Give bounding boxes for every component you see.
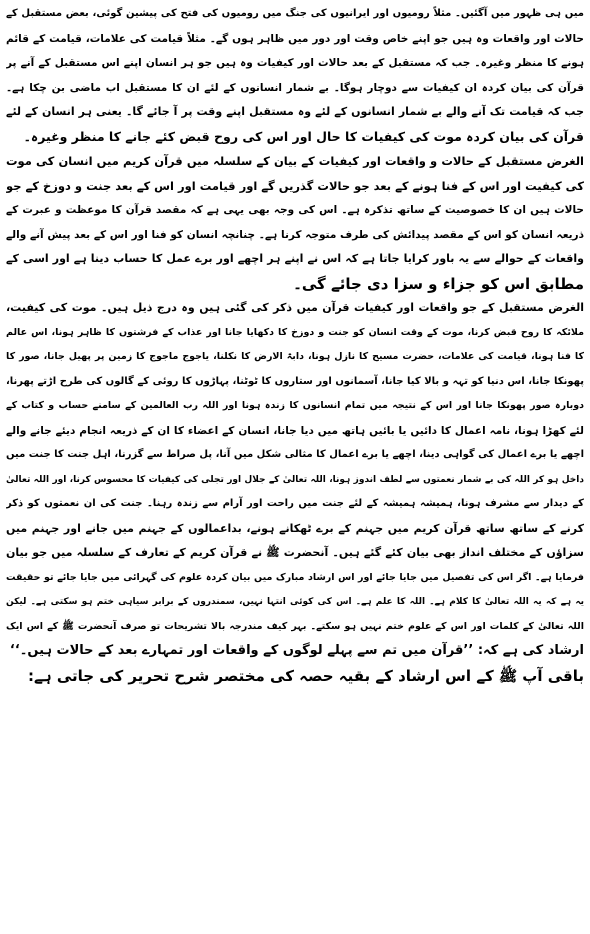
text-line: کا فنا ہونا، قیامت کی علامات، حضرت مسیح کا نازل ہونا، دابۃ الارض کا نکلنا، یاجوج ماجوج کا زمین پر پھیل جانا، صور کا: [6, 351, 584, 362]
text-line: جب کہ قیامت تک آنے والے بے شمار انسانوں کے لئے وہ مستقبل اپنے وقت پر آ جائے گا۔ یعنی ہر انسان کے لئے: [6, 105, 584, 118]
text-line: قرآن کی بیان کردہ ان کیفیات سے دوچار ہوگا۔ بے شمار انسانوں کے لئے ان کا مستقبل اب ماضی بن چکا ہے۔: [6, 81, 584, 94]
text-line: اچھے یا برے اعمال کی گواہی دینا، اچھے یا برے اعمال کا مثالی شکل میں آنا، پل صراط سے گزرنا، اہل جنت کا جنت میں: [6, 449, 584, 460]
text-line: باقی آپ ﷺ کے اس ارشاد کے بقیہ حصہ کی مختصر شرح تحریر کی جاتی ہے:: [28, 666, 584, 685]
text-line: الغرض مستقبل کے جو واقعات اور کیفیات قرآن میں ذکر کی گئی ہیں وہ درج ذیل ہیں۔ موت کی کیفیت،: [6, 301, 584, 314]
text-line: واقعات کے حوالے سے یہ باور کرایا جاتا ہے کہ اس نے اپنے ہر اچھے اور برے عمل کا حساب دینا ہے اور اسی کے: [6, 252, 584, 265]
text-line: حالات اور واقعات وہ ہیں جو اپنے خاص وقت اور دور میں ظاہر ہوں گے۔ مثلاً قیامت کی علامات، قیامت کے قائم: [6, 32, 584, 45]
text-line: یہ ہے کہ یہ اللہ تعالیٰ کا کلام ہے۔ اللہ کا علم ہے۔ اس کی کوئی انتہا نہیں، سمندروں کے برابر سیاہی ختم ہو سکتی ہے۔ لیکن: [6, 597, 584, 607]
text-line: سزاؤں کے مختلف انداز بھی بیان کئے گئے ہیں۔ آنحضرت ﷺ نے قرآن کریم کے تعارف کے سلسلہ میں جو بیان: [6, 546, 584, 559]
text-line: دوبارہ صور پھونکا جانا اور اس کے نتیجہ میں تمام انسانوں کا زندہ ہونا اور اللہ رب العالمین کے سامنے حساب و کتاب کے: [6, 400, 584, 411]
text-line: داخل ہو کر اللہ کی بے شمار نعمتوں سے لطف اندوز ہونا، اللہ تعالیٰ کے جلال اور تجلی کی کیفیات کا محسوس کرنا، اور اللہ تعالیٰ: [6, 474, 584, 485]
text-line: حالات ہیں ان کا خصوصیت کے ساتھ تذکرہ ہے۔ اس کی وجہ بھی یہی ہے کہ مقصد قرآن کا موعظت و عبرت کے: [6, 204, 584, 216]
text-line: میں ہی ظہور میں آگئیں۔ مثلاً رومیوں اور ایرانیوں کی جنگ میں رومیوں کی فتح کی پیشین گوئی، بعض مستقبل کے: [6, 8, 584, 19]
text-line: کرنے کے ساتھ ساتھ قرآن کریم میں جہنم کے برے ٹھکانے ہونے، بداعمالوں کے جہنم میں جانے اور جہنم میں: [6, 521, 584, 535]
text-line: ہونے کا منظر وغیرہ۔ جب کہ مستقبل کے بعد حالات اور کیفیات وہ ہیں جو ہر انسان اپنے اس مستقبل کے آنے پر: [6, 57, 584, 69]
text-line: ملائکہ کا روح قبض کرنا، موت کے وقت انسان کو جنت و دوزخ کا دکھایا جانا اور عذاب کے فرشتوں کا ظاہر ہونا، اس عالم: [6, 326, 584, 338]
text-line: قرآن کی بیان کردہ موت کی کیفیات کا حال اور اس کی روح قبض کئے جانے کا منظر وغیرہ۔: [23, 128, 584, 144]
text-line: ارشاد کی ہے کہ: ’’قرآن میں تم سے پہلے لوگوں کے واقعات اور تمہارے بعد کے حالات ہیں۔‘‘: [9, 643, 584, 658]
text-line: اللہ تعالیٰ کے کلمات اور اس کے علوم ختم نہیں ہو سکتے۔ بہر کیف مندرجہ بالا تشریحات تو صرف آنحضرت ﷺ کے اس ایک: [6, 620, 584, 632]
text-line: کی کیفیت اور اس کے فنا ہونے کے بعد جو حالات گذریں گے اور قیامت اور اس کے بعد جنت و دوزخ کے جو: [6, 178, 584, 193]
text-line: پھونکا جانا، اس دنیا کو تہہ و بالا کیا جانا، آسمانوں اور ستاروں کا ٹوٹنا، پہاڑوں کا روئی کے گالوں کی طرح اڑتے پھرنا،: [6, 375, 584, 387]
text-line: الغرض مستقبل کے حالات و واقعات اور کیفیات کے بیان کے سلسلہ میں قرآن کریم میں انسان کی موت: [6, 154, 584, 168]
text-line: کے دیدار سے مشرف ہونا، ہمیشہ ہمیشہ کے لئے جنت میں راحت اور آرام سے زندہ رہنا۔ جنت کی ان نعمتوں کو ذکر: [6, 498, 584, 509]
text-line: مطابق اس کو جزاء و سزا دی جائے گی۔: [293, 274, 584, 293]
text-line: ذریعہ انسان کو اس کے مقصد پیدائش کی طرف متوجہ کرنا ہے۔ چنانچہ انسان کو فنا اور اس کے بعد پیش آنے والے: [6, 228, 584, 241]
text-line: فرمایا ہے۔ اگر اس کی تفصیل میں جایا جائے اور اس ارشاد مبارک میں بیان کردہ علوم کی گہرائی میں جایا جائے تو حقیقت: [6, 571, 584, 583]
text-line: لئے کھڑا ہونا، نامہ اعمال کا دائیں یا بائیں ہاتھ میں دیا جانا، انسان کے اعضاء کا ان کے ذریعہ انجام دیئے جانے والے: [6, 424, 584, 437]
